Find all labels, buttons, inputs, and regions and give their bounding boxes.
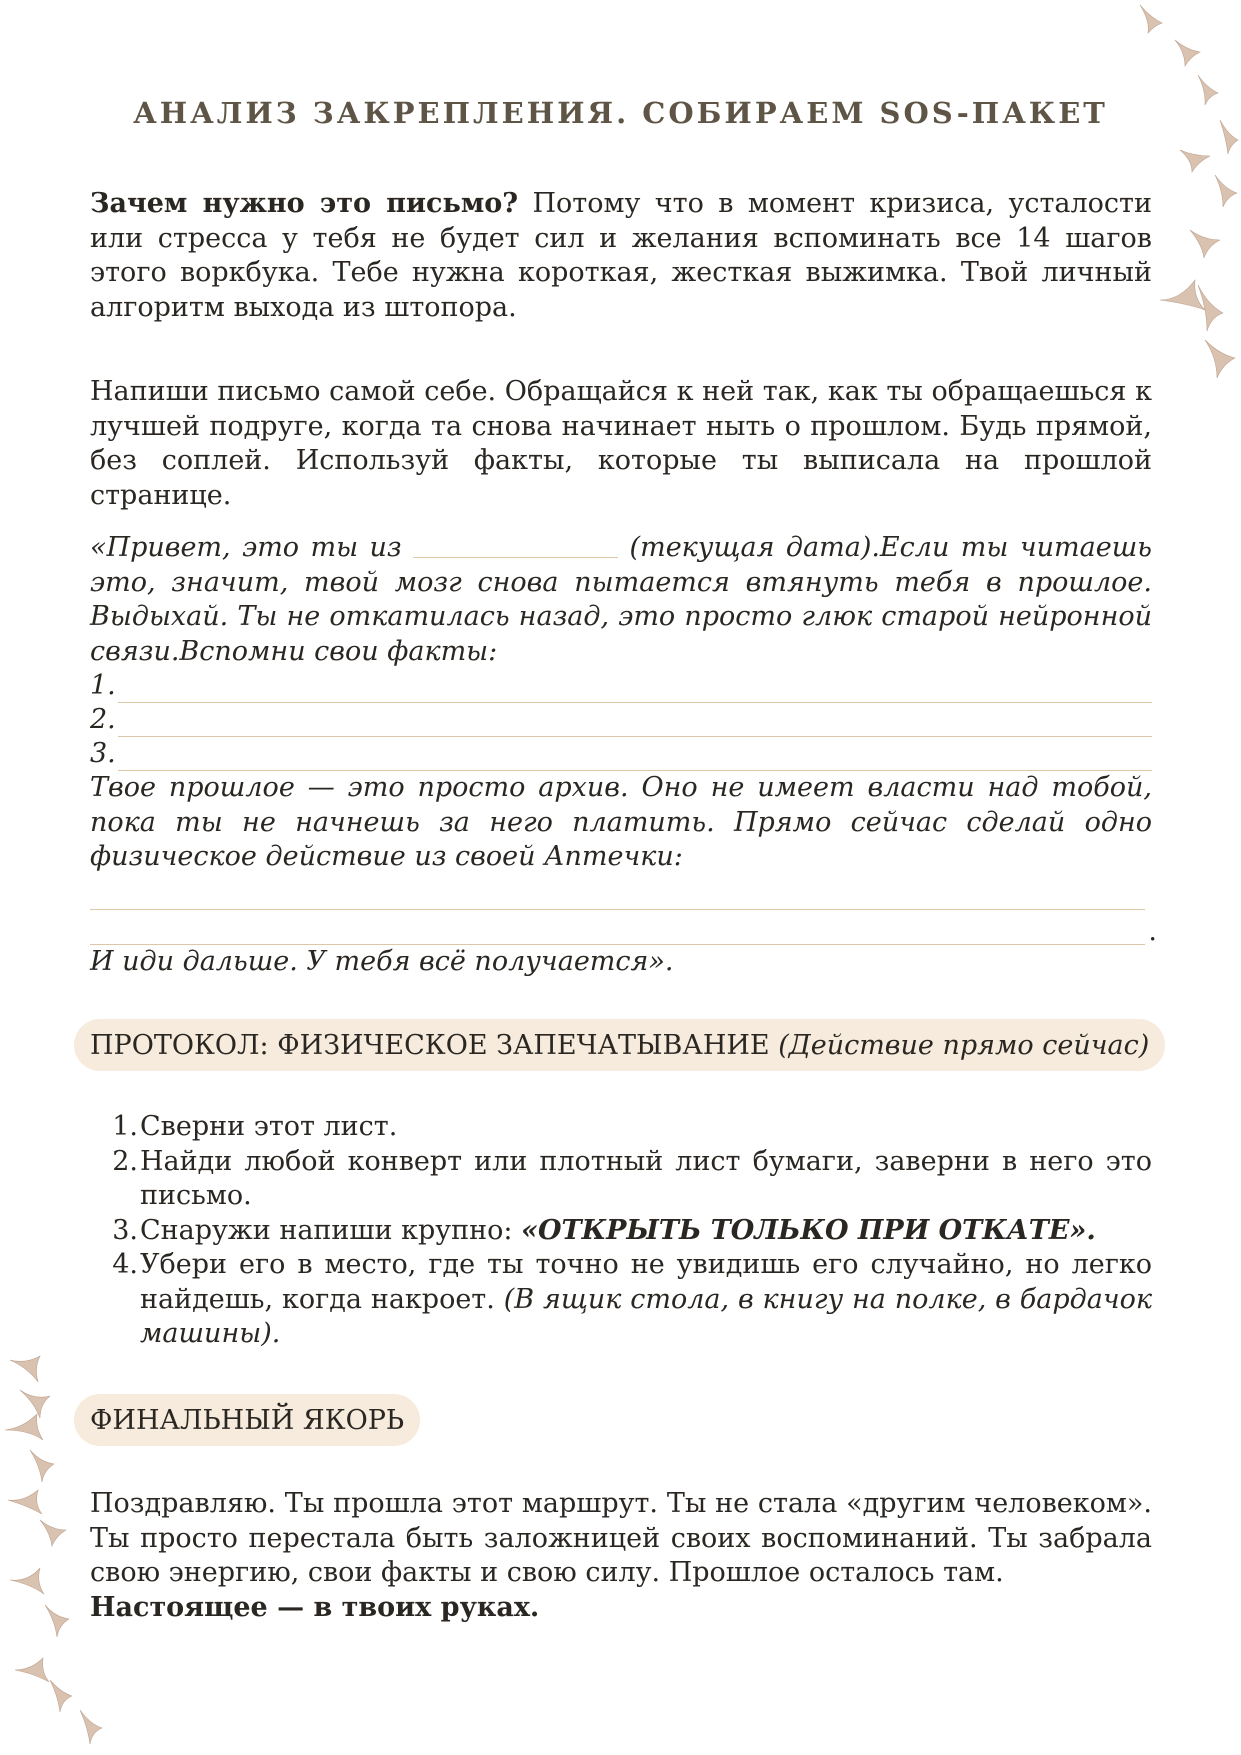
fact-line-1[interactable] — [90, 669, 1152, 703]
bird-icon — [15, 1658, 49, 1682]
protocol-heading-text: ПРОТОКОЛ: ФИЗИЧЕСКОЕ ЗАПЕЧАТЫВАНИЕ — [90, 1029, 770, 1061]
bird-icon — [45, 1605, 69, 1637]
intro-lead: Зачем нужно это письмо? — [90, 188, 519, 219]
list-item: 4. Убери его в место, где ты точно не увидишь его случайно, но легко найдешь, когда накроет. (В ящик стола, в книгу на полке, в бардачок машины). — [112, 1249, 1153, 1349]
bird-icon — [30, 1450, 54, 1482]
action-line-2[interactable] — [90, 910, 1157, 947]
bird-icon — [1215, 175, 1237, 207]
letter-closing: И иди дальше. У тебя всё получается». — [90, 945, 674, 977]
protocol-heading — [74, 1019, 1165, 1071]
bird-icon — [8, 1490, 42, 1514]
list-item: 2. Найди любой конверт или плотный лист бумаги, заверни в него это письмо. — [112, 1145, 1152, 1211]
final-paragraph — [90, 1487, 1152, 1625]
instruction-paragraph: Напиши письмо самой себе. Обращайся к ней так, как ты обращаешься к лучшей подруге, когда та снова начинает ныть о прошлом. Будь прямой, без соплей. Используй факты, которые ты выписала на прошлой странице. — [90, 376, 1152, 511]
fact-line-2[interactable] — [90, 703, 1152, 737]
bird-icon — [1160, 280, 1205, 310]
final-text: Поздравляю. Ты прошла этот маршрут. Ты не стала «другим человеком». Ты просто перестала быть заложницей своих воспоминаний. Ты забрала свою энергию, свои факты и свою силу. Прошлое осталось там. — [90, 1488, 1152, 1588]
fact-line-3[interactable] — [90, 737, 1152, 771]
bird-icon — [10, 1568, 44, 1594]
page-title: АНАЛИЗ ЗАКРЕПЛЕНИЯ. СОБИРАЕМ SOS-ПАКЕТ — [133, 96, 1108, 130]
intro-text: Потому что в момент кризиса, усталости или стресса у тебя не будет сил и желания вспоминать все 14 шагов этого воркбука. Тебе нужна короткая, жесткая выжимка. Твой личный алгоритм выхода из штопора. — [90, 188, 1152, 323]
letter-archive-text: Твое прошлое — это просто архив. Оно не имеет власти над тобой, пока ты не начнешь за него платить. Прямо сейчас сделай одно физическое действие из своей Аптечки: — [90, 772, 1152, 872]
final-bold: Настоящее — в твоих руках. — [90, 1591, 540, 1623]
action-line-1[interactable] — [90, 875, 1145, 910]
bird-icon — [1180, 150, 1210, 172]
bird-icon — [80, 1710, 102, 1744]
bird-icon — [1190, 230, 1220, 258]
letter-intro-text: (текущая дата).Если ты читаешь это, значит, твой мозг снова пытается втянуть тебя в прошлое. Выдыхай. Ты не откатилась назад, это просто глюк старой нейронной связи.Вспомни свои факты: — [90, 532, 1152, 667]
bird-icon — [1205, 340, 1235, 378]
bird-icon — [1175, 40, 1200, 66]
bird-icon — [1140, 5, 1162, 33]
bird-icon — [10, 1356, 40, 1382]
bird-icon — [40, 1520, 66, 1546]
end-dot: . — [1148, 916, 1157, 947]
fact-number: 3. — [90, 737, 116, 769]
final-heading: ФИНАЛЬНЫЙ ЯКОРЬ — [74, 1394, 420, 1446]
seal-label: «ОТКРЫТЬ ТОЛЬКО ПРИ ОТКАТЕ». — [521, 1214, 1096, 1246]
bird-icon — [50, 1680, 72, 1712]
protocol-heading-note: (Действие прямо сейчас) — [778, 1029, 1150, 1061]
intro-paragraph — [90, 187, 1152, 325]
bird-icon — [20, 1390, 50, 1418]
hiding-places-note: (В ящик стола, в книгу на полке, в бардачок машины). — [140, 1283, 1153, 1349]
letter-block — [90, 531, 1157, 979]
list-item: 1. Сверни этот лист. — [112, 1111, 398, 1142]
fact-number: 2. — [90, 703, 116, 735]
date-blank-line[interactable] — [413, 555, 618, 558]
fact-number: 1. — [90, 669, 116, 701]
bird-icon — [5, 1414, 43, 1440]
protocol-steps — [90, 1110, 1152, 1352]
list-item: 3. Снаружи напиши крупно: «ОТКРЫТЬ ТОЛЬКО ПРИ ОТКАТЕ». — [112, 1214, 1096, 1246]
letter-greeting: «Привет, это ты из — [90, 532, 402, 563]
